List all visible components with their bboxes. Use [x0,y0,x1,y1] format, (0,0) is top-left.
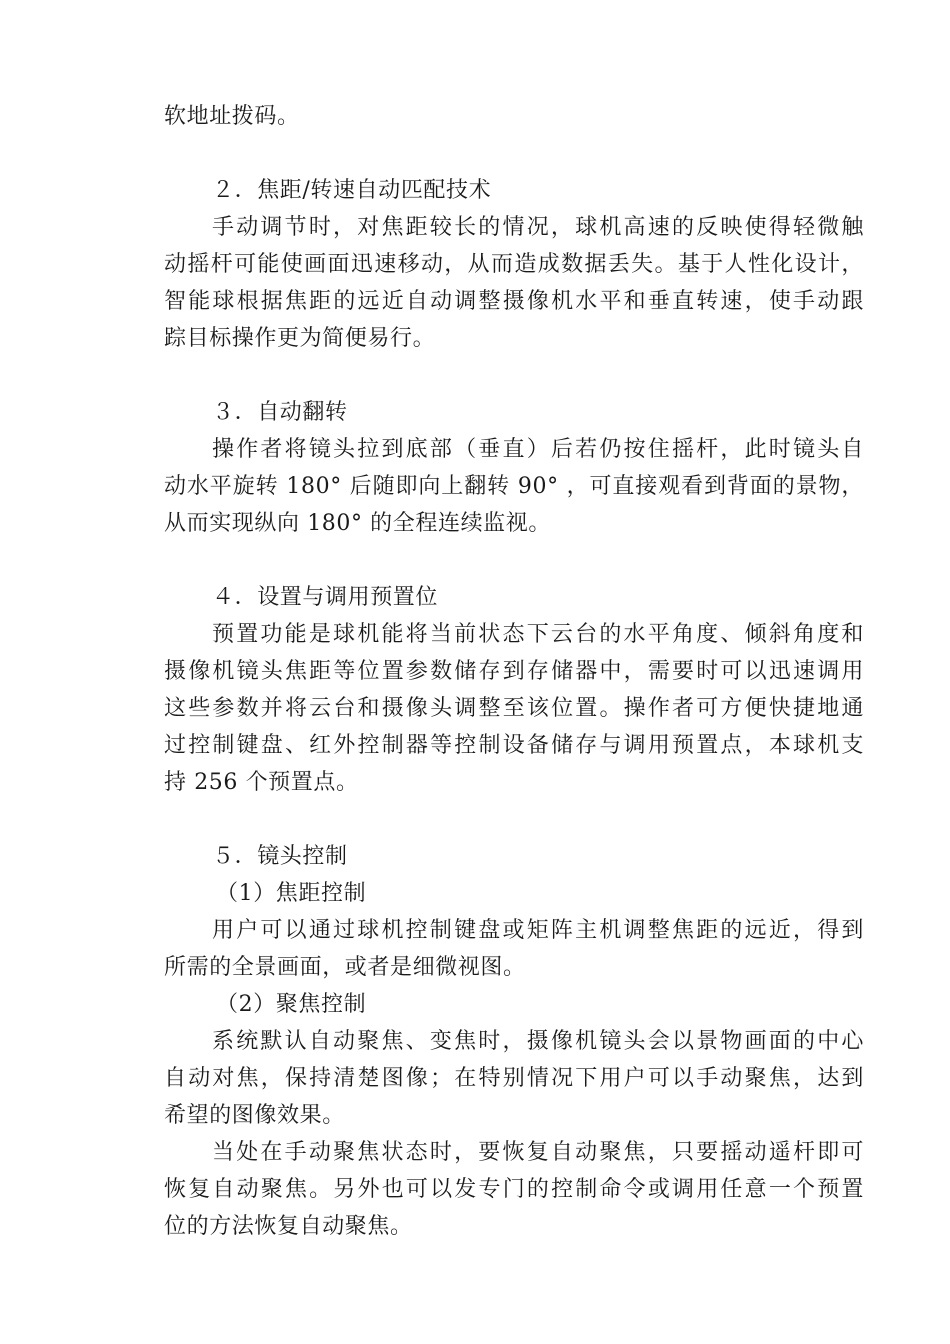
blank-line [164,542,864,579]
paragraph-line: 动水平旋转 180° 后随即向上翻转 90° ，可直接观看到背面的景物， [164,474,864,499]
paragraph-line: 这些参数并将云台和摄像头调整至该位置。操作者可方便快捷地通 [164,696,864,721]
paragraph-line: 操作者将镜头拉到底部（垂直）后若仍按住摇杆，此时镜头自 [212,437,864,462]
subsection-heading-2: （2）聚焦控制 [216,992,367,1017]
paragraph-line: 所需的全景画面，或者是细微视图。 [164,955,526,980]
subsection-heading-1: （1）焦距控制 [216,881,367,906]
paragraph-line: 恢复自动聚焦。另外也可以发专门的控制命令或调用任意一个预置 [164,1177,864,1202]
paragraph-line: 用户可以通过球机控制键盘或矩阵主机调整焦距的远近，得到 [212,918,864,943]
section-heading-3: ３．自动翻转 [212,400,348,425]
paragraph-line: 踪目标操作更为简便易行。 [164,326,436,351]
paragraph-line: 过控制键盘、红外控制器等控制设备储存与调用预置点，本球机支 [164,733,864,758]
paragraph-line: 自动对焦，保持清楚图像；在特别情况下用户可以手动聚焦，达到 [164,1066,864,1091]
section-heading-5: ５．镜头控制 [212,844,348,869]
text-line: 软地址拨码。 [164,104,300,129]
blank-line [164,357,864,394]
paragraph-line: 智能球根据焦距的远近自动调整摄像机水平和垂直转速，使手动跟 [164,289,864,314]
paragraph-line: 希望的图像效果。 [164,1103,345,1128]
paragraph-line: 持 256 个预置点。 [164,770,359,795]
paragraph-line: 当处在手动聚焦状态时，要恢复自动聚焦，只要摇动遥杆即可 [212,1140,864,1165]
paragraph-line: 位的方法恢复自动聚焦。 [164,1214,413,1239]
paragraph-line: 摄像机镜头焦距等位置参数储存到存储器中，需要时可以迅速调用 [164,659,864,684]
section-heading-4: ４．设置与调用预置位 [212,585,439,610]
blank-line [164,135,864,172]
blank-line [164,801,864,838]
paragraph-line: 系统默认自动聚焦、变焦时，摄像机镜头会以景物画面的中心 [212,1029,864,1054]
paragraph-line: 手动调节时，对焦距较长的情况，球机高速的反映使得轻微触 [212,215,864,240]
section-heading-2: ２．焦距/转速自动匹配技术 [212,178,492,203]
paragraph-line: 预置功能是球机能将当前状态下云台的水平角度、倾斜角度和 [212,622,864,647]
paragraph-line: 从而实现纵向 180° 的全程连续监视。 [164,511,551,536]
paragraph-line: 动摇杆可能使画面迅速移动，从而造成数据丢失。基于人性化设计， [164,252,864,277]
document-page [164,98,864,1245]
